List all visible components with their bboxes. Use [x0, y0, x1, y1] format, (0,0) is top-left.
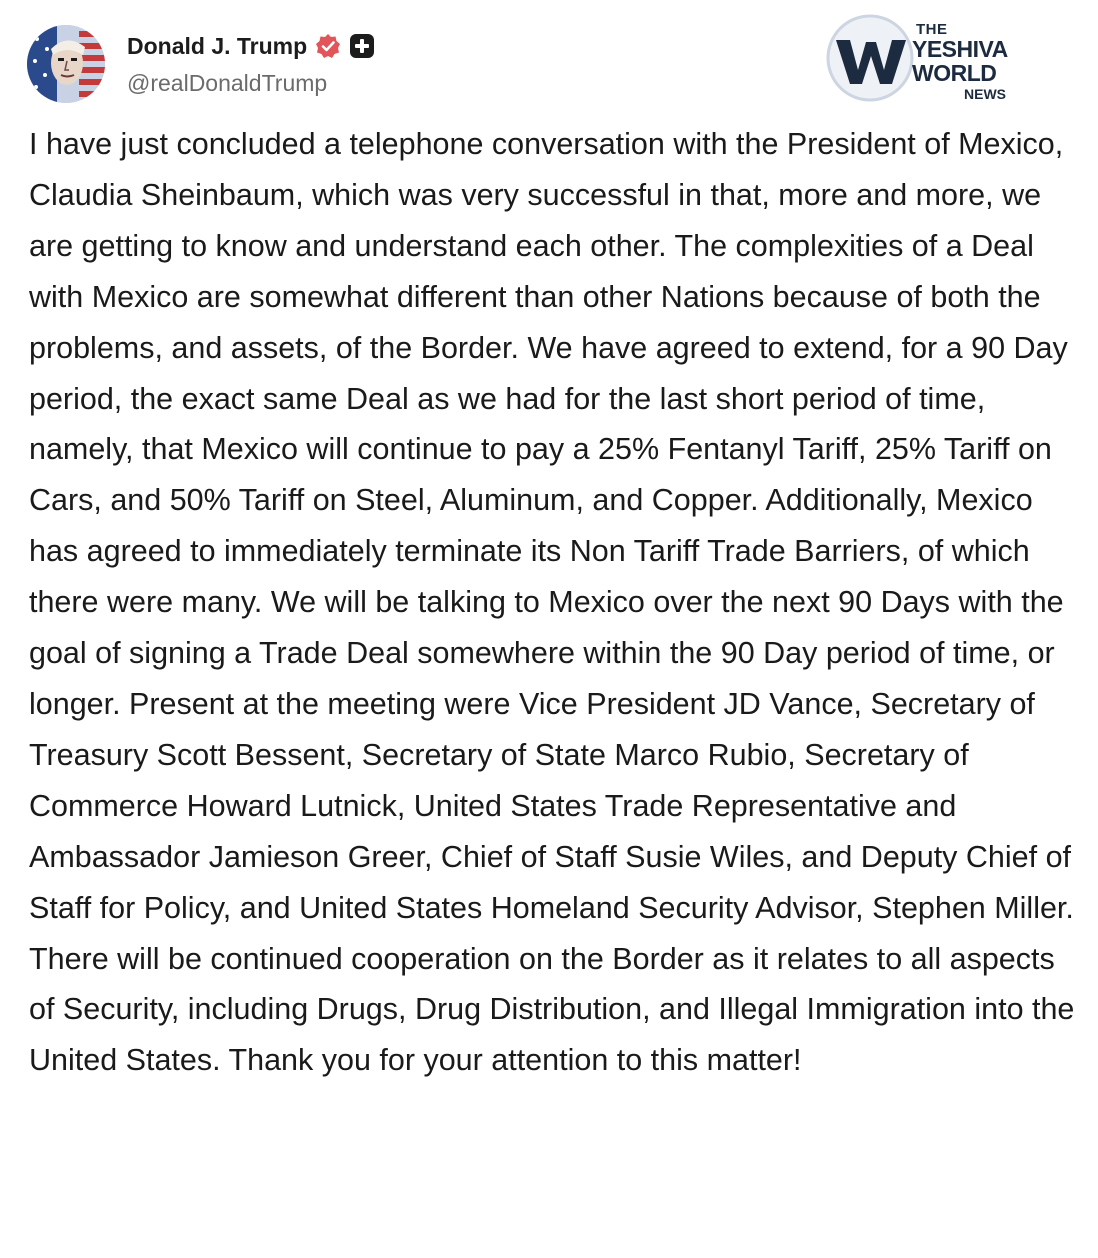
- logo-yeshiva: YESHIVA: [912, 36, 1008, 62]
- logo-wordmark: [912, 22, 1022, 101]
- logo-w-mark-icon: [820, 12, 920, 104]
- post-body-text: I have just concluded a telephone conversation with the President of Mexico, Claudia Sheinbaum, which was very successful in that, more and more, we are getting to know and understand each other. The complexities of a Deal with Mexico are somewhat different than other Nations because of both the problems, and assets, of the Border. We have agreed to extend, for a 90 Day period, the exact same Deal as we had for the last short period of time, namely, that Mexico will continue to pay a 25% Fentanyl Tariff, 25% Tariff on Cars, and 50% Tariff on Steel, Aluminum, and Copper. Additionally, Mexico has agreed to immediately terminate its Non Tariff Trade Barriers, of which there were many. We will be talking to Mexico over the next 90 Days with the goal of signing a Trade Deal somewhere within the 90 Day period of time, or longer. Present at the meeting were Vice President JD Vance, Secretary of Treasury Scott Bessent, Secretary of State Marco Rubio, Secretary of Commerce Howard Lutnick, United States Trade Representative and Ambassador Jamieson Greer, Chief of Staff Susie Wiles, and Deputy Chief of Staff for Policy, and United States Homeland Security Advisor, Stephen Miller. There will be continued cooperation on the Border as it relates to all aspects of Security, including Drugs, Drug Distribution, and Illegal Immigration into the United States. Thank you for your attention to this matter!: [29, 127, 1075, 1078]
- author-handle[interactable]: @realDonaldTrump: [127, 70, 328, 96]
- verified-badge-icon: [315, 33, 341, 59]
- author-display-name[interactable]: Donald J. Trump: [127, 32, 308, 59]
- logo-world: WORLD: [912, 60, 997, 86]
- author-name-row: [127, 30, 375, 62]
- avatar-image: [27, 25, 105, 103]
- avatar[interactable]: [27, 25, 105, 103]
- logo-news: NEWS: [964, 86, 1006, 102]
- plus-badge-icon: [349, 33, 375, 59]
- logo-the: THE: [916, 21, 948, 38]
